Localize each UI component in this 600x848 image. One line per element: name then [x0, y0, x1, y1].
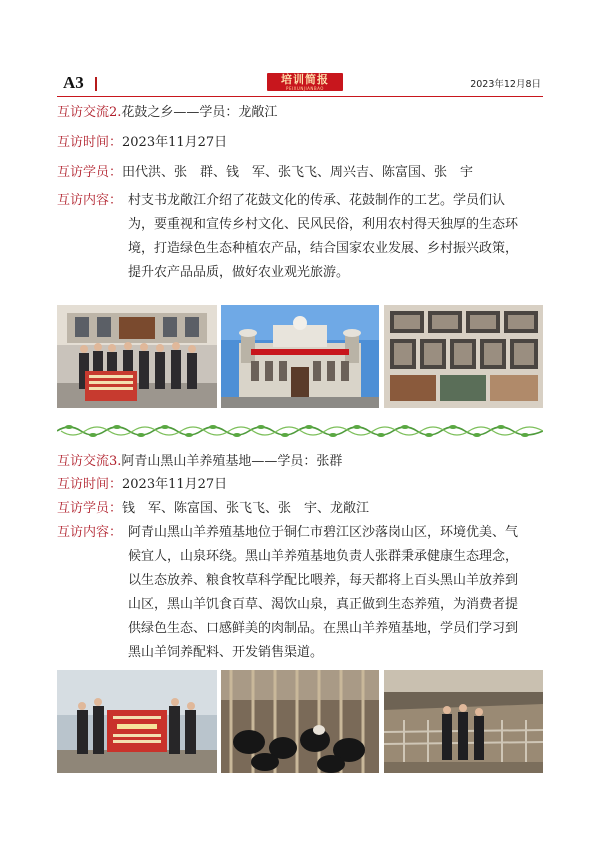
header-separator — [95, 77, 97, 91]
group-banner-photo-icon — [57, 670, 217, 773]
section1-content-line: 境，打造绿色生态种植农产品，结合国家农业发展、乡村振兴政策， — [128, 241, 519, 256]
goat-pen-photo — [221, 670, 379, 773]
section2-time-label: 互访时间： — [57, 477, 123, 492]
section2-title-text: 阿青山黑山羊养殖基地——学员：张群 — [121, 454, 343, 469]
section1-members-label: 互访学员： — [57, 165, 123, 180]
section1-title-label: 互访交流2. — [57, 105, 122, 120]
issue-date: 2023年12月8日 — [470, 79, 541, 90]
section2-time — [57, 475, 227, 495]
group-photo — [57, 305, 217, 408]
section2-content-line: 以生态放养、粮食牧草科学配比喂养，每天都将上百头黑山羊放养到 — [128, 573, 519, 588]
exhibit-wall-photo — [384, 305, 543, 408]
masthead-logo — [267, 73, 343, 91]
vine-divider — [57, 421, 543, 441]
section1-content — [128, 189, 548, 285]
masthead-title: 培训简报 — [281, 73, 329, 86]
section1-title — [57, 103, 277, 123]
section2-members-label: 互访学员： — [57, 501, 123, 516]
page-number: A3 — [63, 73, 84, 92]
section2-content — [128, 521, 548, 665]
section2-members — [57, 499, 369, 519]
section2-content-line: 候宜人，山泉环绕。黑山羊养殖基地负责人张群秉承健康生态理念， — [128, 549, 519, 564]
section1-title-text: 花鼓之乡——学员：龙敞江 — [121, 105, 278, 120]
section2-content-label-text: 互访内容： — [57, 525, 123, 540]
header-rule — [57, 96, 543, 97]
section2-content-line: 山区，黑山羊饥食百草、渴饮山泉，真正做到生态养殖，为消费者提 — [128, 597, 519, 612]
section1-content-line: 提升农产品品质，做好农业观光旅游。 — [128, 265, 350, 280]
section2-members-value: 钱 军、陈富国、张飞飞、张 宇、龙敞江 — [122, 501, 370, 516]
section2-content-label — [57, 523, 122, 543]
section2-time-value: 2023年11月27日 — [122, 477, 228, 492]
vine-icon — [57, 421, 543, 441]
section1-content-label-text: 互访内容： — [57, 193, 123, 208]
section1-content-label — [57, 191, 122, 211]
barn-photo-icon — [384, 670, 543, 773]
section2-title — [57, 452, 342, 472]
section1-content-line: 为，要重视和宣传乡村文化、民风民俗，利用农村得天独厚的生态环 — [128, 217, 519, 232]
section1-members-value: 田代洪、张 群、钱 军、张飞飞、周兴吉、陈富国、张 宇 — [122, 165, 474, 180]
building-photo — [221, 305, 379, 408]
group-photo-icon — [57, 305, 217, 408]
section1-members — [57, 163, 473, 183]
goat-pen-photo-icon — [221, 670, 379, 773]
section1-time-label: 互访时间： — [57, 135, 123, 150]
group-banner-photo — [57, 670, 217, 773]
section1-time — [57, 133, 227, 153]
section1-content-line: 村支书龙敞江介绍了花鼓文化的传承、花鼓制作的工艺。学员们认 — [128, 193, 506, 208]
section2-content-line: 黑山羊饲养配料、开发销售渠道。 — [128, 645, 324, 660]
exhibit-wall-photo-icon — [384, 305, 543, 408]
section2-title-label: 互访交流3. — [57, 454, 122, 469]
building-photo-icon — [221, 305, 379, 408]
barn-photo — [384, 670, 543, 773]
section1-time-value: 2023年11月27日 — [122, 135, 228, 150]
page-header — [57, 73, 543, 95]
section2-content-line: 供绿色生态、口感鲜美的肉制品。在黑山羊养殖基地，学员们学习到 — [128, 621, 519, 636]
masthead-subtitle: PEIXUNJIANBAO — [286, 86, 324, 91]
section2-content-line: 阿青山黑山羊养殖基地位于铜仁市碧江区沙落岗山区，环境优美、气 — [128, 525, 519, 540]
